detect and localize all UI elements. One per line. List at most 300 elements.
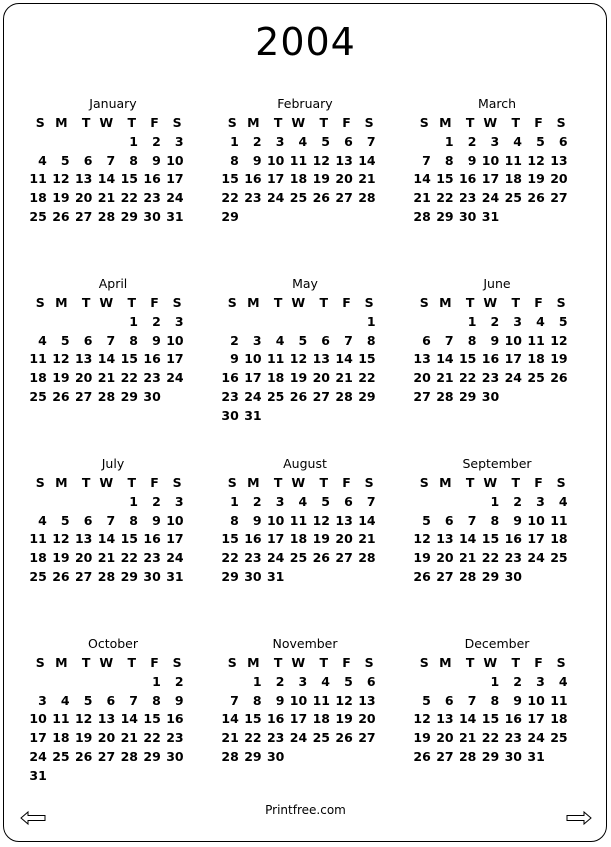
previous-button[interactable] <box>20 810 46 826</box>
day-cell: 21 <box>97 190 116 206</box>
weekday-header: S <box>227 655 237 670</box>
day-cell: 12 <box>335 692 353 708</box>
weekday-header: S <box>35 295 45 310</box>
day-cell: 10 <box>504 332 522 348</box>
day-cell: 13 <box>550 152 568 168</box>
day-cell: 29 <box>481 748 500 764</box>
day-cell: 23 <box>221 388 239 404</box>
day-cell: 8 <box>252 692 262 708</box>
weekday-header: S <box>172 295 182 310</box>
week-row <box>216 314 386 332</box>
left-arrow-icon <box>20 810 46 826</box>
day-cell: 30 <box>143 568 161 584</box>
day-cell: 7 <box>106 332 116 348</box>
week-row <box>24 153 194 171</box>
day-cell: 22 <box>436 190 454 206</box>
day-cell: 7 <box>366 494 376 509</box>
day-cell: 28 <box>358 550 376 566</box>
week-row <box>216 134 386 152</box>
day-cell: 25 <box>29 388 47 404</box>
day-cell: 26 <box>335 730 353 746</box>
day-cell: 4 <box>38 332 47 348</box>
footer-link[interactable]: Printfree.com <box>265 803 346 817</box>
day-cell: 21 <box>458 730 477 746</box>
day-cell: 26 <box>413 568 431 584</box>
day-cell: 9 <box>252 512 262 528</box>
day-cell: 5 <box>60 332 70 348</box>
day-cell: 14 <box>413 171 431 187</box>
week-row <box>216 711 386 729</box>
day-cell: 25 <box>312 730 330 746</box>
week-row <box>216 513 386 531</box>
day-cell: 25 <box>504 190 522 206</box>
weekday-header: S <box>556 115 566 130</box>
week-row <box>408 314 578 332</box>
weekday-header: M <box>439 475 452 490</box>
weekday-header: W <box>483 655 498 670</box>
day-cell: 27 <box>335 550 353 566</box>
week-row <box>24 209 194 227</box>
day-cell: 25 <box>550 550 568 566</box>
day-cell: 19 <box>52 550 70 566</box>
day-cell: 19 <box>52 190 70 206</box>
month-name: July <box>101 456 125 471</box>
day-cell: 11 <box>550 692 568 708</box>
day-cell: 3 <box>174 134 184 149</box>
day-cell: 12 <box>312 512 330 528</box>
day-cell: 27 <box>335 190 353 206</box>
day-cell: 17 <box>244 370 262 386</box>
day-cell: 30 <box>481 388 500 404</box>
day-cell: 14 <box>97 531 116 547</box>
weekday-header: W <box>483 475 498 490</box>
day-cell: 14 <box>358 512 376 528</box>
weekday-header: M <box>55 115 68 130</box>
day-cell: 28 <box>120 748 138 764</box>
day-cell: 24 <box>29 748 47 764</box>
day-cell: 9 <box>152 332 161 348</box>
weekday-header: S <box>364 655 374 670</box>
day-cell: 29 <box>244 748 262 764</box>
week-row <box>24 711 194 729</box>
day-cell: 1 <box>444 134 454 149</box>
day-cell: 3 <box>174 494 184 509</box>
day-cell: 30 <box>266 748 285 764</box>
day-cell: 20 <box>413 370 431 386</box>
day-cell: 10 <box>29 711 47 727</box>
day-cell: 7 <box>106 152 116 168</box>
week-row <box>24 134 194 152</box>
day-cell: 20 <box>312 370 330 386</box>
weekday-header: T <box>81 115 91 130</box>
day-cell: 11 <box>29 351 47 367</box>
day-cell: 14 <box>97 351 116 367</box>
day-cell: 21 <box>120 730 138 746</box>
week-row <box>216 389 386 407</box>
day-cell: 10 <box>266 152 285 168</box>
week-row <box>408 531 578 549</box>
day-cell: 11 <box>504 152 522 168</box>
weekday-header: M <box>247 115 260 130</box>
day-cell: 29 <box>436 208 454 224</box>
day-cell: 6 <box>558 134 568 149</box>
day-cell: 18 <box>29 550 47 566</box>
day-cell: 5 <box>60 512 70 528</box>
week-row <box>216 569 386 587</box>
day-cell: 28 <box>436 388 454 404</box>
day-cell: 29 <box>221 568 239 584</box>
weekday-header: T <box>511 115 520 130</box>
day-cell: 26 <box>52 388 70 404</box>
day-cell: 28 <box>97 208 116 224</box>
weekday-header: F <box>534 115 543 130</box>
day-cell: 14 <box>436 351 454 367</box>
day-cell: 30 <box>504 568 522 584</box>
day-cell: 6 <box>83 332 93 348</box>
day-cell: 24 <box>289 730 308 746</box>
day-cell: 8 <box>129 152 138 168</box>
day-cell: 5 <box>422 512 431 528</box>
weekday-header-row <box>216 115 386 133</box>
day-cell: 27 <box>436 568 454 584</box>
month-august <box>216 456 386 634</box>
weekday-header: W <box>99 655 114 670</box>
day-cell: 24 <box>527 550 545 566</box>
day-cell: 8 <box>129 512 138 528</box>
day-cell: 19 <box>74 730 93 746</box>
month-name: April <box>98 276 128 291</box>
next-button[interactable] <box>566 810 592 826</box>
day-cell: 17 <box>166 171 184 187</box>
day-cell: 31 <box>266 568 285 584</box>
day-cell: 28 <box>335 388 353 404</box>
day-cell: 18 <box>29 370 47 386</box>
day-cell: 5 <box>422 692 431 708</box>
day-cell: 6 <box>83 512 93 528</box>
weekday-header: T <box>127 115 136 130</box>
day-cell: 21 <box>436 370 454 386</box>
day-cell: 7 <box>344 332 353 348</box>
day-cell: 1 <box>230 134 239 149</box>
day-cell: 5 <box>321 134 330 149</box>
weekday-header: W <box>483 115 498 130</box>
day-cell: 2 <box>275 674 285 689</box>
day-cell: 10 <box>527 512 545 528</box>
day-cell: 6 <box>344 494 353 509</box>
week-row <box>408 333 578 351</box>
day-cell: 30 <box>458 208 477 224</box>
day-cell: 19 <box>413 550 431 566</box>
week-row <box>24 674 194 692</box>
day-cell: 27 <box>413 388 431 404</box>
week-row <box>24 190 194 208</box>
day-cell: 8 <box>230 512 239 528</box>
day-cell: 10 <box>166 152 184 168</box>
week-row <box>408 494 578 512</box>
day-cell: 13 <box>436 711 454 727</box>
day-cell: 8 <box>230 152 239 168</box>
day-cell: 3 <box>275 494 285 509</box>
day-cell: 29 <box>481 568 500 584</box>
day-cell: 20 <box>74 190 93 206</box>
day-cell: 8 <box>444 152 454 168</box>
day-cell: 20 <box>74 370 93 386</box>
day-cell: 18 <box>52 730 70 746</box>
month-december <box>408 636 578 814</box>
weekday-header: T <box>273 295 283 310</box>
week-row <box>408 730 578 748</box>
day-cell: 27 <box>97 748 116 764</box>
day-cell: 22 <box>221 190 239 206</box>
weekday-header: S <box>35 655 45 670</box>
weekday-header: W <box>291 115 306 130</box>
day-cell: 3 <box>252 332 262 348</box>
day-cell: 5 <box>60 152 70 168</box>
day-cell: 7 <box>129 692 138 708</box>
day-cell: 25 <box>289 550 308 566</box>
weekday-header: T <box>127 655 136 670</box>
weekday-header: T <box>81 475 91 490</box>
day-cell: 3 <box>38 692 47 708</box>
day-cell: 6 <box>444 512 454 528</box>
weekday-header: S <box>364 475 374 490</box>
day-cell: 9 <box>467 152 477 168</box>
week-row <box>408 749 578 767</box>
day-cell: 23 <box>143 550 161 566</box>
day-cell: 27 <box>74 388 93 404</box>
day-cell: 2 <box>513 674 522 689</box>
weekday-header-row <box>408 655 578 673</box>
day-cell: 31 <box>29 767 47 783</box>
day-cell: 15 <box>143 711 161 727</box>
weekday-header: S <box>556 655 566 670</box>
day-cell: 6 <box>83 152 93 168</box>
day-cell: 12 <box>74 711 93 727</box>
day-cell: 24 <box>244 388 262 404</box>
weekday-header: T <box>465 115 475 130</box>
day-cell: 12 <box>527 152 545 168</box>
week-row <box>216 749 386 767</box>
day-cell: 15 <box>221 171 239 187</box>
day-cell: 24 <box>527 730 545 746</box>
weekday-header-row <box>24 115 194 133</box>
day-cell: 16 <box>481 351 500 367</box>
day-cell: 30 <box>221 407 239 423</box>
day-cell: 13 <box>74 351 93 367</box>
day-cell: 13 <box>436 531 454 547</box>
day-cell: 16 <box>244 171 262 187</box>
weekday-header: F <box>342 115 351 130</box>
weekday-header: T <box>511 655 520 670</box>
weekday-header: S <box>172 655 182 670</box>
day-cell: 4 <box>38 152 47 168</box>
day-cell: 31 <box>166 208 184 224</box>
day-cell: 19 <box>289 370 308 386</box>
week-row <box>24 333 194 351</box>
day-cell: 3 <box>536 494 545 509</box>
month-march <box>408 96 578 274</box>
week-row <box>408 711 578 729</box>
weekday-header: F <box>342 655 351 670</box>
day-cell: 23 <box>143 190 161 206</box>
week-row <box>216 408 386 426</box>
day-cell: 14 <box>358 152 376 168</box>
day-cell: 23 <box>481 370 500 386</box>
day-cell: 3 <box>174 314 184 329</box>
day-cell: 8 <box>490 512 500 528</box>
day-cell: 11 <box>289 512 308 528</box>
weekday-header: S <box>172 115 182 130</box>
day-cell: 15 <box>221 531 239 547</box>
week-row <box>24 171 194 189</box>
month-name: October <box>87 636 139 651</box>
week-row <box>216 209 386 227</box>
weekday-header-row <box>24 475 194 493</box>
day-cell: 26 <box>289 388 308 404</box>
day-cell: 18 <box>289 171 308 187</box>
month-name: November <box>272 636 338 651</box>
week-row <box>24 351 194 369</box>
day-cell: 23 <box>504 550 522 566</box>
day-cell: 17 <box>504 351 522 367</box>
day-cell: 16 <box>504 711 522 727</box>
week-row <box>408 674 578 692</box>
day-cell: 3 <box>513 314 522 329</box>
day-cell: 28 <box>458 568 477 584</box>
day-cell: 9 <box>513 692 522 708</box>
day-cell: 10 <box>166 512 184 528</box>
month-name: August <box>283 456 327 471</box>
day-cell: 25 <box>29 208 47 224</box>
day-cell: 26 <box>550 370 568 386</box>
day-cell: 11 <box>29 171 47 187</box>
day-cell: 16 <box>458 171 477 187</box>
day-cell: 15 <box>358 351 376 367</box>
month-name: May <box>292 276 318 291</box>
day-cell: 14 <box>120 711 138 727</box>
day-cell: 17 <box>266 171 285 187</box>
day-cell: 11 <box>312 692 330 708</box>
day-cell: 12 <box>550 332 568 348</box>
day-cell: 22 <box>458 370 477 386</box>
weekday-header: S <box>419 295 429 310</box>
weekday-header: M <box>247 655 260 670</box>
weekday-header: M <box>55 295 68 310</box>
day-cell: 16 <box>143 531 161 547</box>
day-cell: 16 <box>221 370 239 386</box>
day-cell: 7 <box>444 332 454 348</box>
day-cell: 21 <box>458 550 477 566</box>
day-cell: 9 <box>490 332 500 348</box>
day-cell: 8 <box>490 692 500 708</box>
day-cell: 26 <box>52 208 70 224</box>
week-row <box>408 693 578 711</box>
day-cell: 4 <box>275 332 285 348</box>
day-cell: 17 <box>527 711 545 727</box>
day-cell: 21 <box>335 370 353 386</box>
day-cell: 7 <box>230 692 239 708</box>
day-cell: 7 <box>366 134 376 149</box>
day-cell: 5 <box>344 674 353 689</box>
day-cell: 28 <box>458 748 477 764</box>
day-cell: 20 <box>358 711 376 727</box>
day-cell: 26 <box>52 568 70 584</box>
day-cell: 18 <box>266 370 285 386</box>
day-cell: 17 <box>266 531 285 547</box>
day-cell: 2 <box>230 332 239 348</box>
day-cell: 11 <box>527 332 545 348</box>
day-cell: 16 <box>244 531 262 547</box>
day-cell: 2 <box>252 134 262 149</box>
day-cell: 14 <box>97 171 116 187</box>
day-cell: 16 <box>504 531 522 547</box>
weekday-header: T <box>127 295 136 310</box>
day-cell: 11 <box>29 531 47 547</box>
day-cell: 8 <box>467 332 477 348</box>
day-cell: 2 <box>152 494 161 509</box>
day-cell: 13 <box>335 512 353 528</box>
day-cell: 28 <box>413 208 431 224</box>
day-cell: 4 <box>558 494 568 509</box>
weekday-header: S <box>227 115 237 130</box>
day-cell: 13 <box>312 351 330 367</box>
day-cell: 17 <box>481 171 500 187</box>
day-cell: 16 <box>143 171 161 187</box>
weekday-header: S <box>227 475 237 490</box>
day-cell: 11 <box>289 152 308 168</box>
day-cell: 13 <box>97 711 116 727</box>
weekday-header: S <box>419 475 429 490</box>
weekday-header: M <box>439 295 452 310</box>
day-cell: 24 <box>481 190 500 206</box>
week-row <box>24 768 194 786</box>
week-row <box>216 550 386 568</box>
day-cell: 19 <box>413 730 431 746</box>
day-cell: 5 <box>298 332 308 348</box>
day-cell: 20 <box>97 730 116 746</box>
day-cell: 4 <box>536 314 545 329</box>
day-cell: 19 <box>52 370 70 386</box>
month-name: March <box>477 96 517 111</box>
week-row <box>24 513 194 531</box>
day-cell: 19 <box>312 171 330 187</box>
day-cell: 6 <box>444 692 454 708</box>
weekday-header: T <box>465 475 475 490</box>
day-cell: 27 <box>436 748 454 764</box>
day-cell: 9 <box>174 692 184 708</box>
weekday-header: W <box>291 475 306 490</box>
weekday-header: F <box>150 655 159 670</box>
day-cell: 29 <box>120 388 138 404</box>
week-row <box>216 730 386 748</box>
day-cell: 17 <box>29 730 47 746</box>
day-cell: 19 <box>527 171 545 187</box>
day-cell: 8 <box>152 692 161 708</box>
day-cell: 15 <box>120 351 138 367</box>
week-row <box>216 494 386 512</box>
day-cell: 30 <box>143 208 161 224</box>
day-cell: 18 <box>504 171 522 187</box>
weekday-header: F <box>342 475 351 490</box>
month-september <box>408 456 578 634</box>
day-cell: 16 <box>143 351 161 367</box>
day-cell: 12 <box>312 152 330 168</box>
weekday-header: T <box>81 295 91 310</box>
weekday-header: S <box>556 295 566 310</box>
weekday-header-row <box>408 295 578 313</box>
day-cell: 4 <box>38 512 47 528</box>
day-cell: 6 <box>321 332 330 348</box>
